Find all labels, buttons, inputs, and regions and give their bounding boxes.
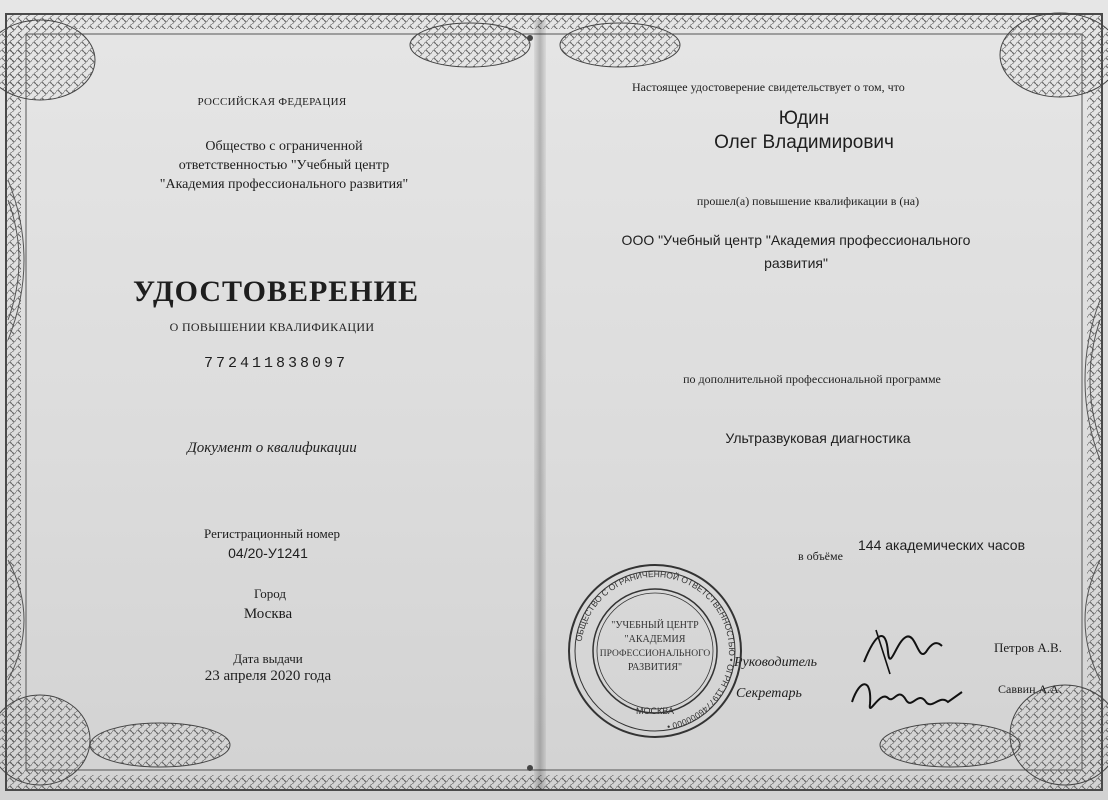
head-name: Петров А.В. xyxy=(994,640,1062,655)
intro-text: Настоящее удостоверение свидетельствует о том, что xyxy=(632,80,905,94)
volume-value: 144 академических часов xyxy=(858,537,1026,553)
document-subtitle: О ПОВЫШЕНИИ КВАЛИФИКАЦИИ xyxy=(169,320,375,334)
document-number: 772411838097 xyxy=(203,355,349,372)
completed-text: прошел(а) повышение квалификации в (на) xyxy=(696,194,920,208)
secretary-label: Секретарь xyxy=(736,686,802,701)
institution-line1: ООО "Учебный центр "Академия профессионального xyxy=(621,232,971,248)
country-name: РОССИЙСКАЯ ФЕДЕРАЦИЯ xyxy=(197,96,347,108)
stamp-center-line4: РАЗВИТИЯ" xyxy=(627,662,683,673)
org-name-line2: ответственностью "Учебный центр xyxy=(178,158,390,173)
stamp-center-line1: "УЧЕБНЫЙ ЦЕНТР xyxy=(611,620,699,631)
org-name-line1: Общество с ограниченной xyxy=(205,139,363,154)
stamp-center-line3: ПРОФЕССИОНАЛЬНОГО xyxy=(599,649,711,659)
registration-number: 04/20-У1241 xyxy=(228,545,308,561)
recipient-surname: Юдин xyxy=(778,108,830,129)
issue-date: 23 апреля 2020 года xyxy=(204,668,332,684)
secretary-signature xyxy=(846,672,966,724)
program-name: Ультразвуковая диагностика xyxy=(725,430,911,446)
registration-label: Регистрационный номер xyxy=(204,526,340,541)
institution-line2: развития" xyxy=(764,255,828,271)
left-page xyxy=(0,0,540,800)
head-label: Руководитель xyxy=(734,655,818,670)
volume-label: в объёме xyxy=(798,549,843,563)
program-label: по дополнительной профессиональной программе xyxy=(683,372,941,386)
document-type: Документ о квалификации xyxy=(187,440,357,456)
recipient-given-names: Олег Владимирович xyxy=(714,132,894,153)
issue-date-label: Дата выдачи xyxy=(233,651,303,666)
secretary-name: Саввин А.А. xyxy=(998,682,1062,696)
city-label: Город xyxy=(253,586,287,601)
stamp-center-line2: "АКАДЕМИЯ xyxy=(624,634,686,645)
org-name-line3: "Академия профессионального развития" xyxy=(159,177,409,192)
stamp-bottom-text: МОСКВА xyxy=(636,706,674,716)
organization-stamp xyxy=(566,562,744,740)
stamp-ring-text: ОБЩЕСТВО С ОГРАНИЧЕННОЙ ОТВЕТСТВЕННОСТЬЮ • ОГРН 1197746000000 • xyxy=(573,568,738,732)
document-title: УДОСТОВЕРЕНИЕ xyxy=(133,275,419,308)
city-name: Москва xyxy=(243,606,293,622)
